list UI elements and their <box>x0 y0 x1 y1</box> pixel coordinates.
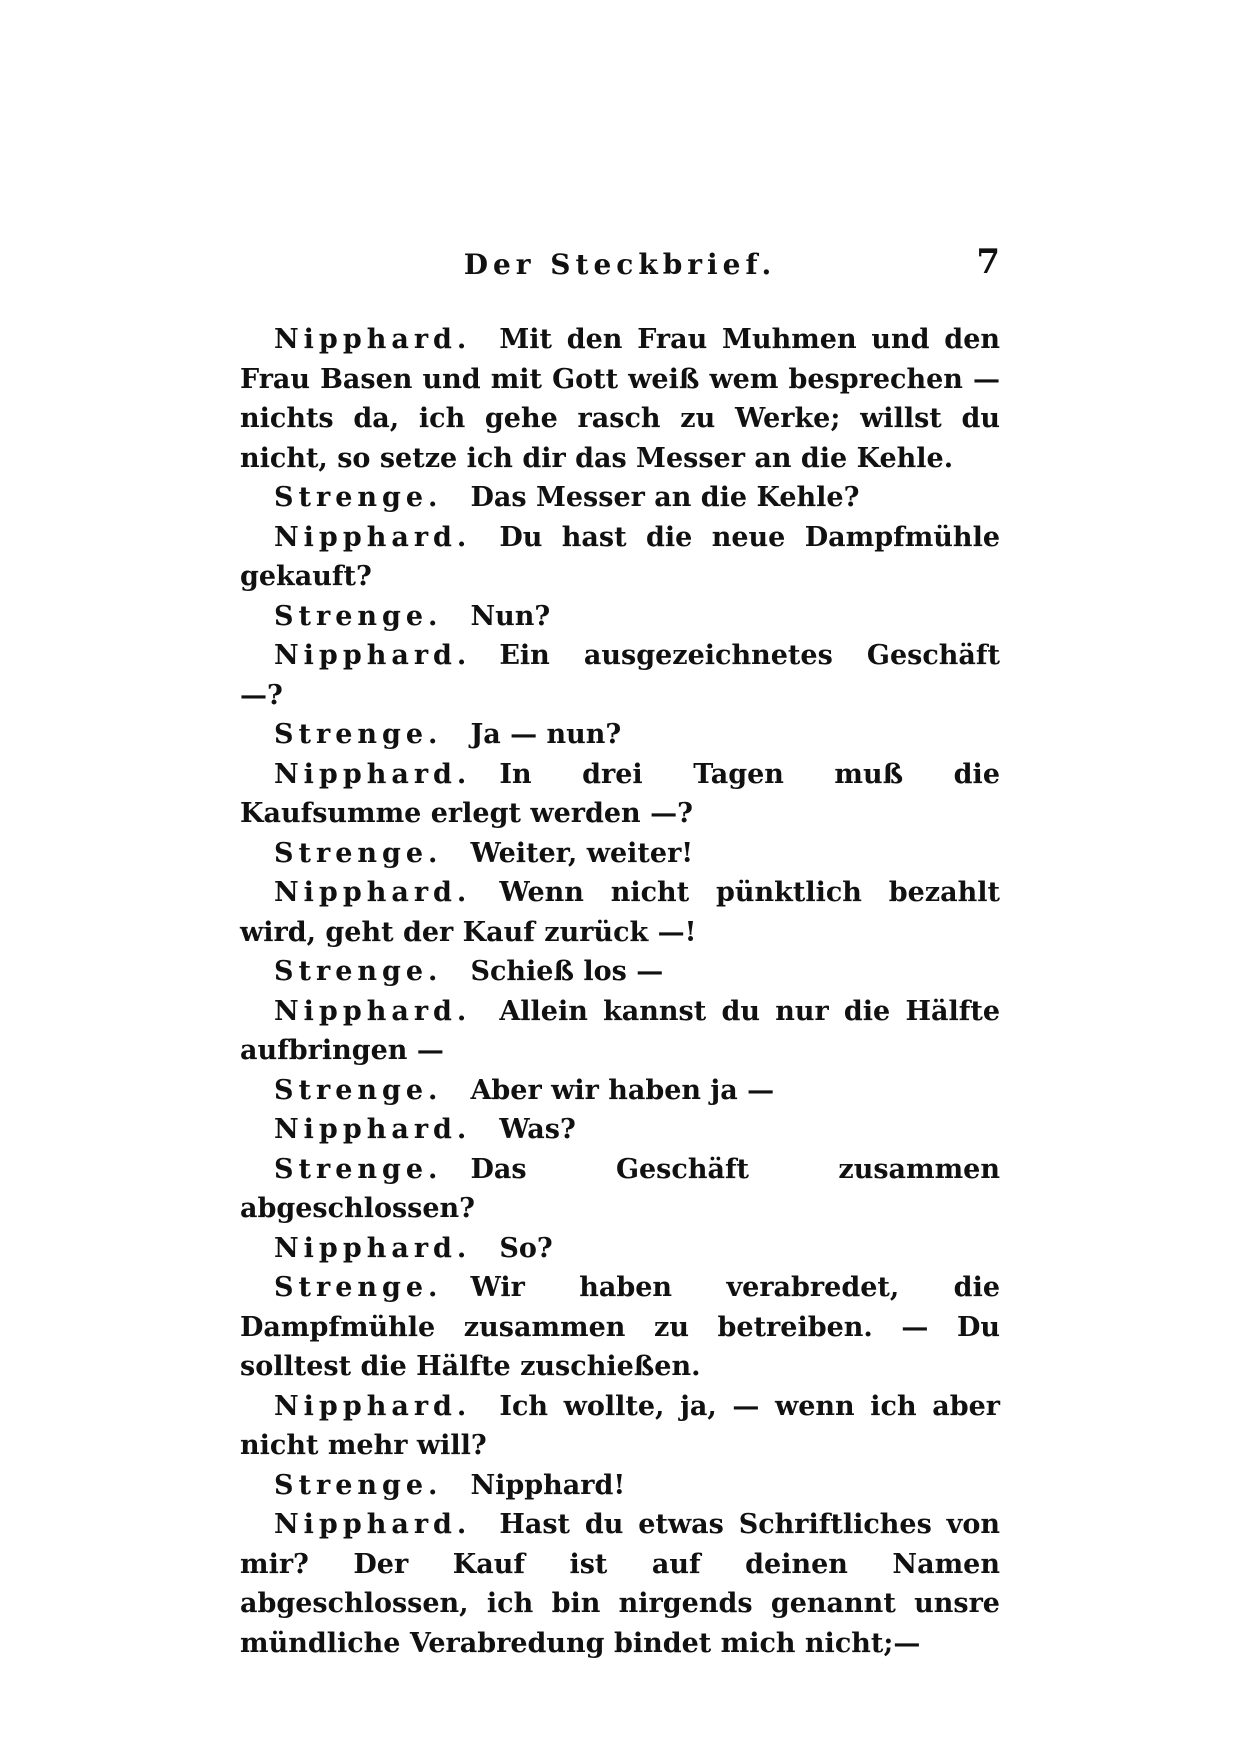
speech-text: Allein kannst du nur die Hälfte aufbringen — <box>240 995 1000 1066</box>
speaker-name: Nipphard. <box>274 1390 472 1422</box>
speech-text: Wenn nicht pünktlich bezahlt wird, geht der Kauf zurück —! <box>240 877 1000 948</box>
speech-text: Nipphard! <box>470 1469 626 1501</box>
speaker-name: Strenge. <box>274 600 443 632</box>
speech-text: Was? <box>499 1114 576 1145</box>
speech-text: In drei Tagen muß die Kaufsumme erlegt werden —? <box>240 758 1000 829</box>
page-header <box>240 242 1000 292</box>
speaker-name: Nipphard. <box>274 877 472 908</box>
speech-text: Nun? <box>470 600 551 632</box>
speech-text: Ich wollte, ja, — wenn ich aber nicht mehr will? <box>240 1390 1000 1461</box>
speech-8 <box>240 834 1000 874</box>
running-title: Der Steckbrief. <box>463 248 777 281</box>
speaker-name: Nipphard. <box>274 1232 472 1264</box>
speech-17 <box>240 1387 1000 1466</box>
page-number: 7 <box>976 242 1000 282</box>
speech-15 <box>240 1229 1000 1269</box>
speaker-name: Strenge. <box>274 837 443 869</box>
speaker-name: Nipphard. <box>274 1509 472 1540</box>
speech-14 <box>240 1150 1000 1229</box>
speech-10 <box>240 952 1000 992</box>
speech-text: Schieß los — <box>470 956 664 987</box>
speech-13 <box>240 1110 1000 1150</box>
speech-3 <box>240 518 1000 597</box>
speech-12 <box>240 1071 1000 1111</box>
speech-text: Mit den Frau Muhmen und den Frau Basen und mit Gott weiß wem besprechen — nichts da, ich gehe rasch zu Werke; willst du nicht, so setze ich dir das Messer an die Kehle. <box>240 324 1000 474</box>
dialogue-body <box>240 320 1000 1663</box>
speech-text: Das Geschäft zusammen abgeschlossen? <box>240 1153 1000 1224</box>
speech-text: Wir haben verabredet, die Dampfmühle zusammen zu betreiben. — Du solltest die Hälfte zuschießen. <box>240 1272 1000 1382</box>
speech-7 <box>240 755 1000 834</box>
speech-text: Ja — nun? <box>470 719 622 750</box>
speaker-name: Strenge. <box>274 482 443 513</box>
speaker-name: Nipphard. <box>274 640 472 671</box>
speech-16 <box>240 1268 1000 1387</box>
speaker-name: Nipphard. <box>274 1114 472 1145</box>
speech-text: Du hast die neue Dampfmühle gekauft? <box>240 521 1000 592</box>
speaker-name: Strenge. <box>274 1074 443 1106</box>
speaker-name: Strenge. <box>274 719 443 750</box>
speech-19 <box>240 1505 1000 1663</box>
speech-4 <box>240 597 1000 637</box>
speaker-name: Nipphard. <box>274 324 472 355</box>
speech-6 <box>240 715 1000 755</box>
speech-1 <box>240 320 1000 478</box>
speaker-name: Strenge. <box>274 1272 443 1303</box>
speech-11 <box>240 992 1000 1071</box>
speech-text: Aber wir haben ja — <box>470 1074 775 1106</box>
speech-text: So? <box>499 1232 553 1264</box>
speaker-name: Nipphard. <box>274 521 472 553</box>
speech-9 <box>240 873 1000 952</box>
speaker-name: Strenge. <box>274 1469 443 1501</box>
speaker-name: Nipphard. <box>274 995 472 1027</box>
speech-5 <box>240 636 1000 715</box>
speech-text: Weiter, weiter! <box>470 837 694 869</box>
speaker-name: Strenge. <box>274 1153 443 1185</box>
speaker-name: Nipphard. <box>274 758 472 790</box>
speaker-name: Strenge. <box>274 956 443 987</box>
speech-18 <box>240 1466 1000 1506</box>
speech-text: Das Messer an die Kehle? <box>470 482 860 513</box>
speech-text: Hast du etwas Schriftliches von mir? Der Kauf ist auf deinen Namen abgeschlossen, ich bin nirgends genannt unsre mündliche Verabredung bindet mich nicht;— <box>240 1509 1000 1659</box>
speech-2 <box>240 478 1000 518</box>
speech-text: Ein ausgezeichnetes Geschäft —? <box>240 640 1000 711</box>
